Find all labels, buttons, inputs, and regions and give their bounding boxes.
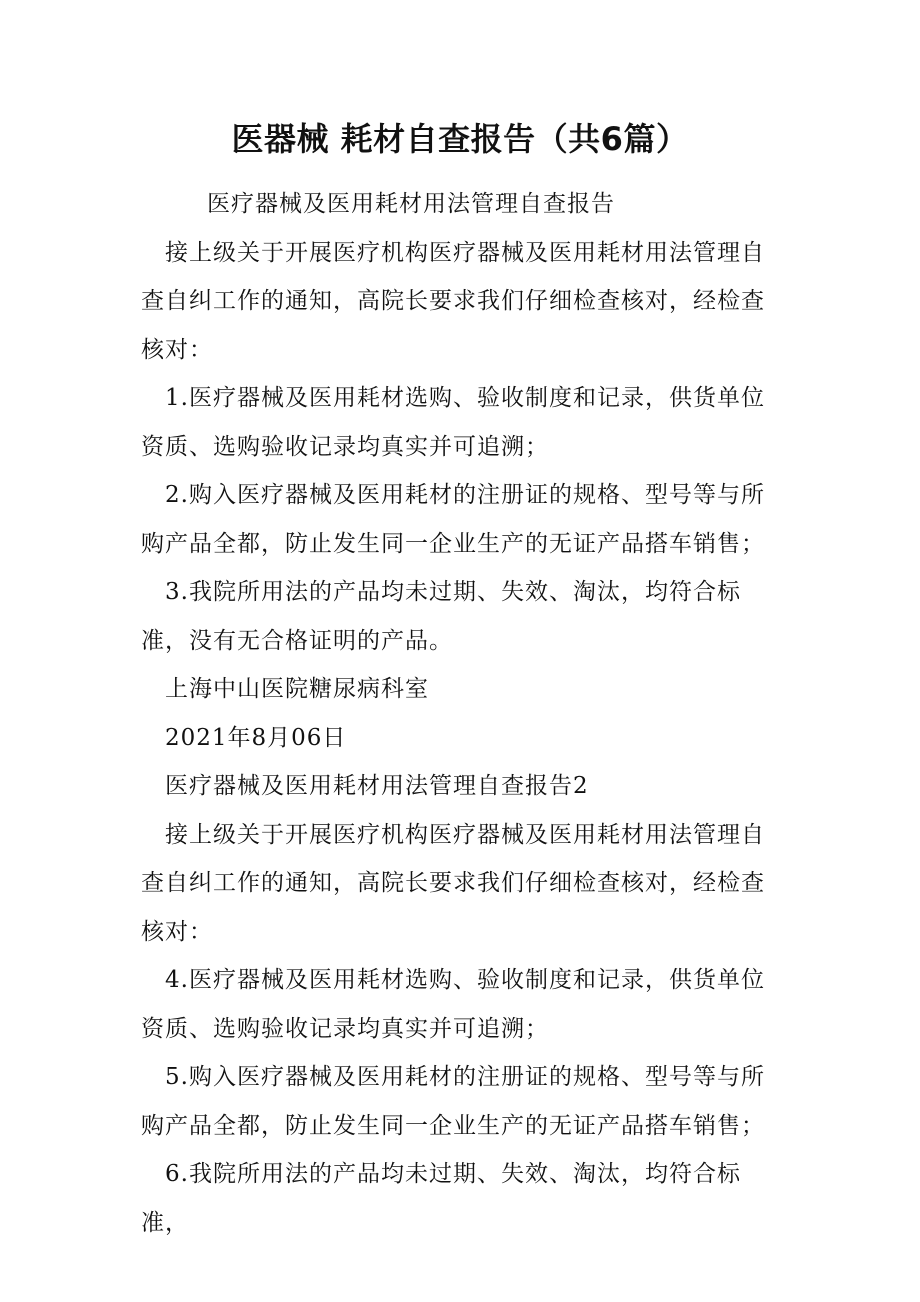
- list-item-5: 5.购入医疗器械及医用耗材的注册证的规格、型号等与所购产品全都，防止发生同一企业生产的无证产品搭车销售；: [141, 1064, 765, 1139]
- list-item-1: 1.医疗器械及医用耗材选购、验收制度和记录，供货单位资质、选购验收记录均真实并可追溯；: [141, 385, 765, 460]
- department-signature: 上海中山医院糖尿病科室: [165, 676, 429, 702]
- document-body: [141, 180, 781, 1247]
- list-item-3: 3.我院所用法的产品均未过期、失效、淘汰，均符合标准，没有无合格证明的产品。: [141, 579, 741, 654]
- list-item-6: 6.我院所用法的产品均未过期、失效、淘汰，均符合标准，: [141, 1161, 741, 1236]
- intro-paragraph-1: 接上级关于开展医疗机构医疗器械及医用耗材用法管理自查自纠工作的通知，高院长要求我们仔细检查核对，经检查核对：: [141, 239, 765, 363]
- report-date: 2021年8月06日: [165, 724, 347, 751]
- report-heading-1: 医疗器械及医用耗材用法管理自查报告: [207, 191, 615, 217]
- intro-paragraph-2: 接上级关于开展医疗机构医疗器械及医用耗材用法管理自查自纠工作的通知，高院长要求我们仔细检查核对，经检查核对：: [141, 821, 765, 945]
- list-item-4: 4.医疗器械及医用耗材选购、验收制度和记录，供货单位资质、选购验收记录均真实并可追溯；: [141, 967, 765, 1042]
- document-title: 医器械 耗材自查报告（共6篇）: [231, 120, 689, 158]
- list-item-2: 2.购入医疗器械及医用耗材的注册证的规格、型号等与所购产品全都，防止发生同一企业生产的无证产品搭车销售；: [141, 482, 765, 557]
- report-heading-2: 医疗器械及医用耗材用法管理自查报告2: [165, 773, 589, 799]
